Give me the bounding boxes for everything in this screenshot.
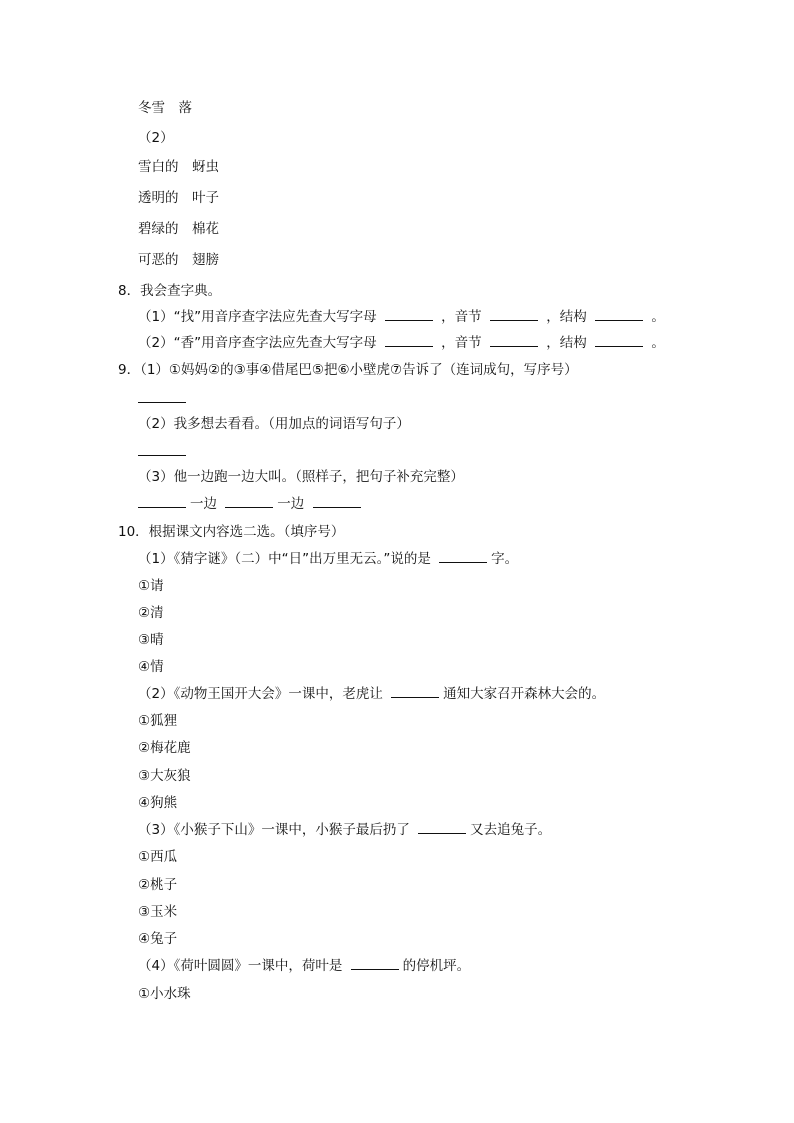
question-8-1 xyxy=(138,308,665,326)
option-item: ①狐狸 xyxy=(138,713,178,729)
option-item: ②梅花鹿 xyxy=(138,740,191,756)
text-segment: ，音节 xyxy=(441,309,482,325)
question-8-title: 8．我会查字典。 xyxy=(118,283,222,299)
text-segment: （3）《小猴子下山》一课中，小猴子最后扔了 xyxy=(138,822,410,838)
text-segment: 。 xyxy=(651,309,665,325)
question-9-3: （3）他一边跑一边大叫。（照样子，把句子补充完整） xyxy=(138,469,464,485)
answer-blank[interactable] xyxy=(490,334,538,347)
text-segment: 又去追兔子。 xyxy=(470,822,552,838)
question-9-1: 9．（1）①妈妈②的③事④借尾巴⑤把⑥小壁虎⑦告诉了（连词成句，写序号） xyxy=(118,362,578,378)
question-10-3 xyxy=(138,821,551,839)
text-line: （2） xyxy=(138,130,174,146)
text-segment: （1）《猜字谜》（二）中“日”出万里无云。”说的是 xyxy=(138,551,431,567)
option-item: ④情 xyxy=(138,659,164,675)
answer-blank[interactable] xyxy=(351,957,399,970)
option-item: ①小水珠 xyxy=(138,986,191,1002)
text-segment: （2）“香”用音序查字法应先查大写字母 xyxy=(138,335,377,351)
question-9-2: （2）我多想去看看。（用加点的词语写句子） xyxy=(138,416,410,432)
question-8-2 xyxy=(138,334,665,352)
answer-blank[interactable] xyxy=(138,390,186,403)
option-item: ③晴 xyxy=(138,632,164,648)
option-item: ③大灰狼 xyxy=(138,768,191,784)
answer-blank[interactable] xyxy=(439,550,487,563)
text-line: 可恶的 翅膀 xyxy=(138,252,219,268)
question-10-title: 10．根据课文内容选二选。（填序号） xyxy=(118,524,345,540)
option-item: ④狗熊 xyxy=(138,795,178,811)
option-item: ③玉米 xyxy=(138,904,178,920)
text-segment: 一边 xyxy=(277,496,305,512)
text-segment: 一边 xyxy=(190,496,217,512)
text-segment: ，音节 xyxy=(441,335,482,351)
text-segment: （4）《荷叶圆圆》一课中，荷叶是 xyxy=(138,958,343,974)
text-segment: 字。 xyxy=(491,551,519,567)
question-10-1 xyxy=(138,550,518,568)
option-item: ①西瓜 xyxy=(138,849,178,865)
question-10-2 xyxy=(138,685,605,703)
text-segment: ，结构 xyxy=(546,309,587,325)
option-item: ①请 xyxy=(138,578,164,594)
answer-blank[interactable] xyxy=(595,334,643,347)
text-segment: （1）“找”用音序查字法应先查大写字母 xyxy=(138,309,377,325)
text-line: 透明的 叶子 xyxy=(138,190,219,206)
question-10-4 xyxy=(138,957,470,975)
answer-line[interactable] xyxy=(138,390,190,408)
answer-line[interactable] xyxy=(138,443,190,461)
answer-blank[interactable] xyxy=(313,495,361,508)
text-line: 碧绿的 棉花 xyxy=(138,221,219,237)
text-segment: 。 xyxy=(651,335,665,351)
text-line: 冬雪 落 xyxy=(138,100,192,116)
text-segment: 通知大家召开森林大会的。 xyxy=(443,686,606,702)
question-9-3-fill xyxy=(138,495,365,513)
option-item: ②清 xyxy=(138,605,164,621)
answer-blank[interactable] xyxy=(225,495,273,508)
option-item: ②桃子 xyxy=(138,877,178,893)
text-line: 雪白的 蚜虫 xyxy=(138,159,219,175)
text-segment: （2）《动物王国开大会》一课中，老虎让 xyxy=(138,686,383,702)
answer-blank[interactable] xyxy=(490,308,538,321)
answer-blank[interactable] xyxy=(385,334,433,347)
answer-blank[interactable] xyxy=(138,443,186,456)
option-item: ④兔子 xyxy=(138,931,178,947)
answer-blank[interactable] xyxy=(418,821,466,834)
answer-blank[interactable] xyxy=(595,308,643,321)
answer-blank[interactable] xyxy=(391,685,439,698)
text-segment: 的停机坪。 xyxy=(402,958,471,974)
answer-blank[interactable] xyxy=(385,308,433,321)
answer-blank[interactable] xyxy=(138,495,186,508)
text-segment: ，结构 xyxy=(546,335,587,351)
